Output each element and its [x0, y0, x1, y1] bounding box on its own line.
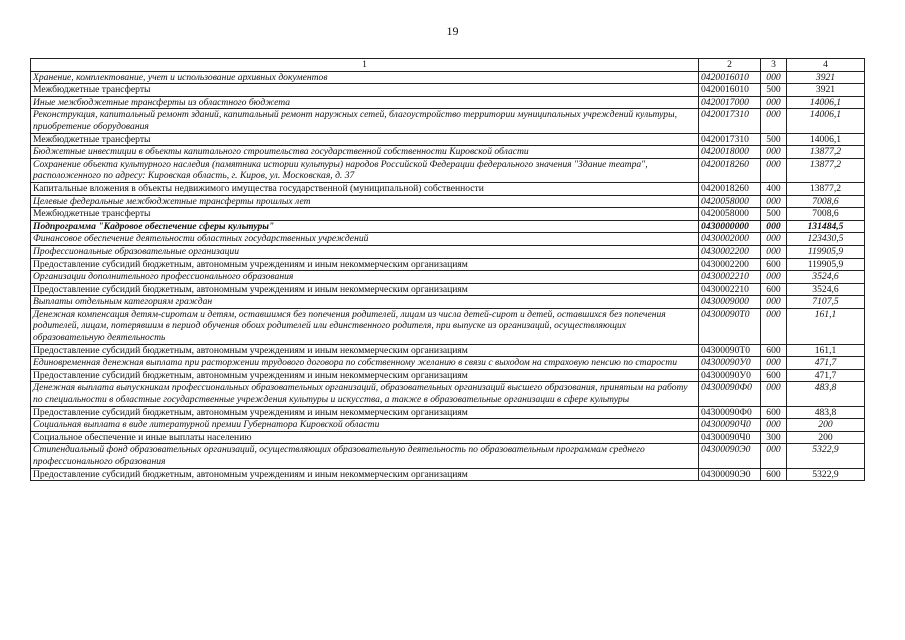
row-type-cell: 600	[761, 283, 787, 296]
table-row	[31, 406, 865, 419]
row-sum-cell: 200	[787, 419, 865, 432]
row-code-cell: 0420017000	[699, 96, 761, 109]
header-col-4: 4	[787, 59, 865, 72]
row-sum-cell: 119905,9	[787, 245, 865, 258]
header-col-2: 2	[699, 59, 761, 72]
table-row	[31, 182, 865, 195]
budget-table	[30, 58, 865, 481]
row-name-cell: Сохранение объекта культурного наследия (памятника истории культуры) народов Российской Федерации федерального значения "Здание театра", расположенного по адресу: Кировская область, г. Киров, ул. Московская, д. 37	[31, 158, 699, 182]
row-code-cell: 04300090Э0	[699, 444, 761, 468]
row-name-cell: Целевые федеральные межбюджетные трансферты прошлых лет	[31, 195, 699, 208]
row-type-cell: 500	[761, 84, 787, 97]
row-sum-cell: 3921	[787, 84, 865, 97]
table-row	[31, 419, 865, 432]
table-row	[31, 444, 865, 468]
row-type-cell: 000	[761, 71, 787, 84]
table-row	[31, 369, 865, 382]
row-name-cell: Предоставление субсидий бюджетным, автономным учреждениям и иным некоммерческим организациям	[31, 468, 699, 481]
table-body	[31, 71, 865, 481]
row-code-cell: 04300090Т0	[699, 308, 761, 344]
row-name-cell: Предоставление субсидий бюджетным, автономным учреждениям и иным некоммерческим организациям	[31, 406, 699, 419]
table-row	[31, 245, 865, 258]
row-sum-cell: 14006,1	[787, 133, 865, 146]
row-code-cell: 04300090У0	[699, 369, 761, 382]
row-code-cell: 04300090Ф0	[699, 382, 761, 406]
row-code-cell: 0420018260	[699, 182, 761, 195]
row-code-cell: 0420018260	[699, 158, 761, 182]
row-sum-cell: 3921	[787, 71, 865, 84]
table-row	[31, 344, 865, 357]
table-row	[31, 96, 865, 109]
row-name-cell: Предоставление субсидий бюджетным, автономным учреждениям и иным некоммерческим организациям	[31, 258, 699, 271]
row-name-cell: Предоставление субсидий бюджетным, автономным учреждениям и иным некоммерческим организациям	[31, 344, 699, 357]
row-sum-cell: 7008,6	[787, 195, 865, 208]
header-col-1: 1	[31, 59, 699, 72]
row-type-cell: 000	[761, 146, 787, 159]
row-type-cell: 000	[761, 233, 787, 246]
row-type-cell: 000	[761, 158, 787, 182]
row-code-cell: 0420058000	[699, 195, 761, 208]
row-code-cell: 0430002000	[699, 233, 761, 246]
table-row	[31, 220, 865, 233]
row-sum-cell: 14006,1	[787, 109, 865, 133]
row-name-cell: Организации дополнительного профессионального образования	[31, 271, 699, 284]
row-code-cell: 0420017310	[699, 109, 761, 133]
row-type-cell: 600	[761, 406, 787, 419]
table-row	[31, 308, 865, 344]
row-name-cell: Выплаты отдельным категориям граждан	[31, 296, 699, 309]
row-type-cell: 000	[761, 357, 787, 370]
row-type-cell: 000	[761, 195, 787, 208]
table-row	[31, 271, 865, 284]
table-row	[31, 258, 865, 271]
row-type-cell: 500	[761, 208, 787, 221]
row-code-cell: 04300090Ф0	[699, 406, 761, 419]
header-row	[31, 59, 865, 72]
row-type-cell: 000	[761, 245, 787, 258]
row-code-cell: 04300090У0	[699, 357, 761, 370]
row-type-cell: 000	[761, 308, 787, 344]
row-name-cell: Капитальные вложения в объекты недвижимого имущества государственной (муниципальной) собственности	[31, 182, 699, 195]
row-type-cell: 000	[761, 271, 787, 284]
row-name-cell: Межбюджетные трансферты	[31, 133, 699, 146]
row-type-cell: 000	[761, 296, 787, 309]
row-code-cell: 0430000000	[699, 220, 761, 233]
row-sum-cell: 471,7	[787, 369, 865, 382]
row-type-cell: 300	[761, 431, 787, 444]
row-code-cell: 04300090Ч0	[699, 431, 761, 444]
table-row	[31, 195, 865, 208]
row-code-cell: 0420018000	[699, 146, 761, 159]
table-row	[31, 357, 865, 370]
table-row	[31, 468, 865, 481]
row-name-cell: Бюджетные инвестиции в объекты капитального строительства государственной собственности Кировской области	[31, 146, 699, 159]
row-name-cell: Денежная выплата выпускникам профессиональных образовательных организаций, образовательных организаций высшего образования, принятым на работу по специальности в областные государственные учреждения культуры и искусства, а также в образовательные организации в сфере культуры	[31, 382, 699, 406]
table-row	[31, 71, 865, 84]
row-sum-cell: 161,1	[787, 344, 865, 357]
table-row	[31, 158, 865, 182]
table-row	[31, 84, 865, 97]
row-type-cell: 500	[761, 133, 787, 146]
row-type-cell: 000	[761, 382, 787, 406]
row-code-cell: 0420016010	[699, 84, 761, 97]
row-sum-cell: 3524,6	[787, 271, 865, 284]
row-name-cell: Профессиональные образовательные организации	[31, 245, 699, 258]
row-sum-cell: 131484,5	[787, 220, 865, 233]
row-type-cell: 000	[761, 444, 787, 468]
row-sum-cell: 483,8	[787, 406, 865, 419]
row-sum-cell: 119905,9	[787, 258, 865, 271]
row-name-cell: Социальное обеспечение и иные выплаты населению	[31, 431, 699, 444]
row-name-cell: Иные межбюджетные трансферты из областного бюджета	[31, 96, 699, 109]
table-row	[31, 296, 865, 309]
row-type-cell: 600	[761, 344, 787, 357]
row-sum-cell: 3524,6	[787, 283, 865, 296]
row-type-cell: 000	[761, 96, 787, 109]
page-number: 19	[446, 24, 459, 38]
row-code-cell: 0430002210	[699, 283, 761, 296]
row-sum-cell: 14006,1	[787, 96, 865, 109]
row-sum-cell: 123430,5	[787, 233, 865, 246]
row-code-cell: 04300090Ч0	[699, 419, 761, 432]
row-code-cell: 0430002200	[699, 258, 761, 271]
row-name-cell: Единовременная денежная выплата при расторжении трудового договора по собственному желанию в связи с выходом на страховую пенсию по старости	[31, 357, 699, 370]
row-sum-cell: 7008,6	[787, 208, 865, 221]
row-type-cell: 400	[761, 182, 787, 195]
row-sum-cell: 5322,9	[787, 468, 865, 481]
row-name-cell: Хранение, комплектование, учет и использование архивных документов	[31, 71, 699, 84]
row-name-cell: Подпрограмма "Кадровое обеспечение сферы культуры"	[31, 220, 699, 233]
row-code-cell: 0420016010	[699, 71, 761, 84]
row-name-cell: Межбюджетные трансферты	[31, 84, 699, 97]
row-sum-cell: 13877,2	[787, 146, 865, 159]
row-code-cell: 04300090Э0	[699, 468, 761, 481]
row-name-cell: Финансовое обеспечение деятельности областных государственных учреждений	[31, 233, 699, 246]
header-col-3: 3	[761, 59, 787, 72]
row-type-cell: 600	[761, 468, 787, 481]
row-name-cell: Реконструкция, капитальный ремонт зданий, капитальный ремонт наружных сетей, благоустройство территории муниципальных учреждений культуры, приобретение оборудования	[31, 109, 699, 133]
row-code-cell: 0420058000	[699, 208, 761, 221]
row-sum-cell: 200	[787, 431, 865, 444]
row-type-cell: 000	[761, 220, 787, 233]
table-row	[31, 382, 865, 406]
row-code-cell: 0430002210	[699, 271, 761, 284]
row-type-cell: 600	[761, 258, 787, 271]
row-name-cell: Стипендиальный фонд образовательных организаций, осуществляющих образовательную деятельность по образовательным программам среднего профессионального образования	[31, 444, 699, 468]
row-type-cell: 600	[761, 369, 787, 382]
row-code-cell: 0430009000	[699, 296, 761, 309]
row-name-cell: Денежная компенсация детям-сиротам и детям, оставшимся без попечения родителей, лицам из числа детей-сирот и детей, оставшихся без попечения родителей, лицам, потерявшим в период обучения обоих родителей или единственного родителя, при выпуске из организаций, осуществляющих образовательную деятельность	[31, 308, 699, 344]
table-row	[31, 208, 865, 221]
row-name-cell: Предоставление субсидий бюджетным, автономным учреждениям и иным некоммерческим организациям	[31, 283, 699, 296]
row-code-cell: 04300090Т0	[699, 344, 761, 357]
table-row	[31, 109, 865, 133]
row-sum-cell: 5322,9	[787, 444, 865, 468]
row-sum-cell: 161,1	[787, 308, 865, 344]
row-type-cell: 000	[761, 109, 787, 133]
row-sum-cell: 471,7	[787, 357, 865, 370]
row-code-cell: 0430002200	[699, 245, 761, 258]
row-sum-cell: 483,8	[787, 382, 865, 406]
row-name-cell: Предоставление субсидий бюджетным, автономным учреждениям и иным некоммерческим организациям	[31, 369, 699, 382]
row-sum-cell: 13877,2	[787, 182, 865, 195]
table-row	[31, 431, 865, 444]
table-row	[31, 283, 865, 296]
table-row	[31, 133, 865, 146]
table-header	[31, 59, 865, 72]
row-name-cell: Межбюджетные трансферты	[31, 208, 699, 221]
row-type-cell: 000	[761, 419, 787, 432]
table-row	[31, 233, 865, 246]
table-row	[31, 146, 865, 159]
row-sum-cell: 7107,5	[787, 296, 865, 309]
row-code-cell: 0420017310	[699, 133, 761, 146]
row-name-cell: Социальная выплата в виде литературной премии Губернатора Кировской области	[31, 419, 699, 432]
row-sum-cell: 13877,2	[787, 158, 865, 182]
